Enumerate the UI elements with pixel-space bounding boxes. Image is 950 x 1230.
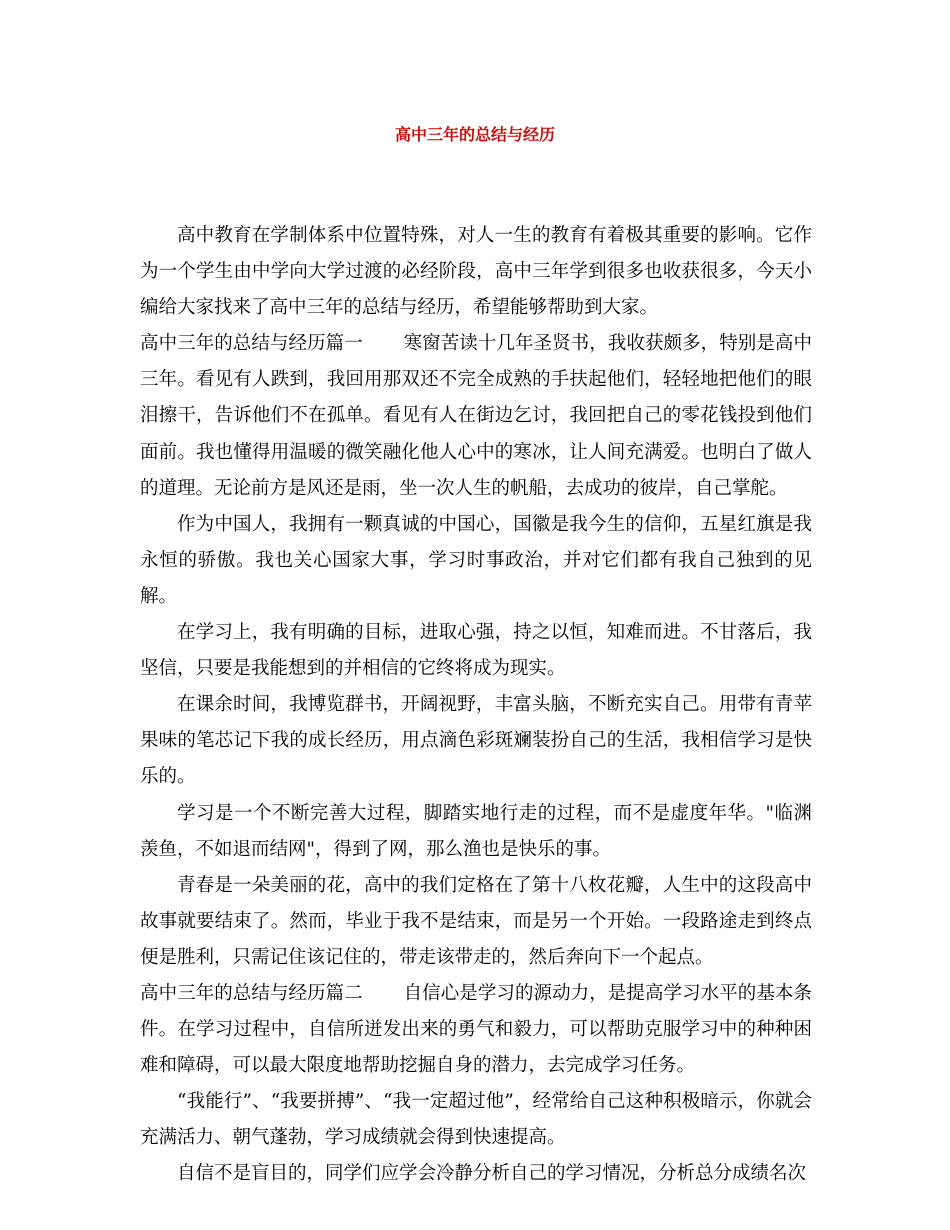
section-1-first-paragraph: 寒窗苦读十几年圣贤书，我收获颇多，特别是高中三年。看见有人跌到，我回用那双还不完全成熟的手扶起他们，轻轻地把他们的眼泪擦干，告诉他们不在孤单。看见有人在街边乞讨，我回把自己的零花钱投到他们面前。我也懂得用温暖的微笑融化他人心中的寒冰，让人间充满爱。也明白了做人的道理。无论前方是风还是雨，坐一次人生的帆船，去成功的彼岸，自己掌舵。 <box>140 333 812 499</box>
section-1-heading: 高中三年的总结与经历篇一 <box>140 333 363 355</box>
intro-paragraph: 高中教育在学制体系中位置特殊，对人一生的教育有着极其重要的影响。它作为一个学生由中学向大学过渡的必经阶段，高中三年学到很多也收获很多，今天小编给大家找来了高中三年的总结与经历，希望能够帮助到大家。 <box>140 225 812 319</box>
section-1-paragraph: 作为中国人，我拥有一颗真诚的中国心，国徽是我今生的信仰，五星红旗是我永恒的骄傲。我也关心国家大事，学习时事政治，并对它们都有我自己独到的见解。 <box>140 513 812 607</box>
section-2-paragraph: 自信不是盲目的，同学们应学会冷静分析自己的学习情况，分析总分成绩名次 <box>177 1163 807 1185</box>
section-2-first-paragraph: 自信心是学习的源动力，是提高学习水平的基本条件。在学习过程中，自信所迸发出来的勇气和毅力，可以帮助克服学习中的种种困难和障碍，可以最大限度地帮助挖掘自身的潜力，去完成学习任务。 <box>140 982 812 1077</box>
document-title: 高中三年的总结与经历 <box>394 125 555 144</box>
document-body <box>140 218 812 1193</box>
section-1-paragraph: 在课余时间，我博览群书，开阔视野，丰富头脑，不断充实自己。用带有青苹果味的笔芯记下我的成长经历，用点滴色彩斑斓装扮自己的生活，我相信学习是快乐的。 <box>140 694 812 788</box>
section-1-paragraph: 在学习上，我有明确的目标，进取心强，持之以恒，知难而进。不甘落后，我坚信，只要是我能想到的并相信的它终将成为现实。 <box>140 622 812 680</box>
section-1-opening <box>140 326 812 506</box>
section-2-heading: 高中三年的总结与经历篇二 <box>140 982 363 1004</box>
section-1-paragraph: 学习是一个不断完善大过程，脚踏实地行走的过程，而不是虚度年华。"临渊羡鱼，不如退而结网"，得到了网，那么渔也是快乐的事。 <box>140 802 812 860</box>
section-1-paragraph: 青春是一朵美丽的花，高中的我们定格在了第十八枚花瓣，人生中的这段高中故事就要结束了。然而，毕业于我不是结束，而是另一个开始。一段路途走到终点便是胜利，只需记住该记住的，带走该带走的，然后奔向下一个起点。 <box>140 874 812 968</box>
section-2-paragraph: “我能行”、“我要拼搏”、“我一定超过他”，经常给自己这种积极暗示，你就会充满活力、朝气蓬勃，学习成绩就会得到快速提高。 <box>140 1091 812 1149</box>
section-2-opening <box>140 976 812 1084</box>
